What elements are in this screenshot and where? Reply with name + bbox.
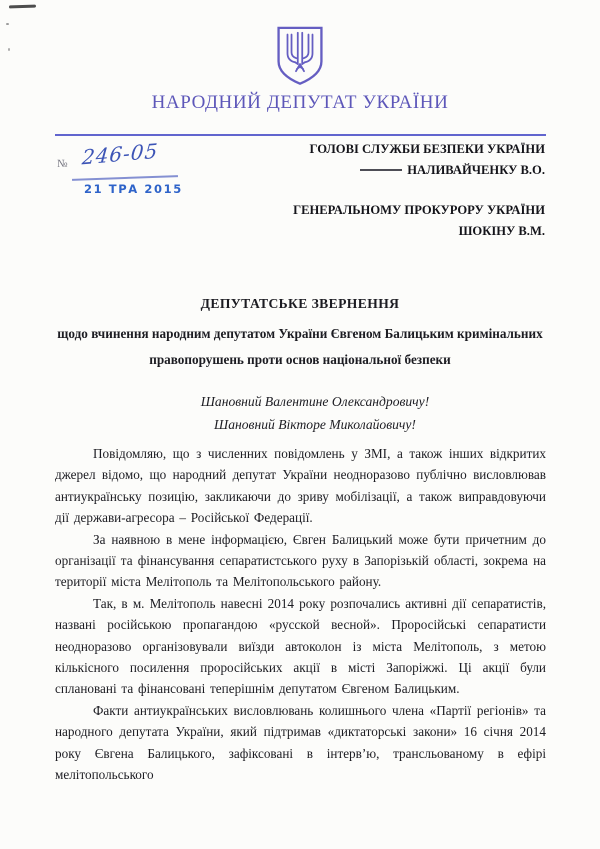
addressee-block-sbu: [310, 139, 545, 181]
scan-speck-artifact: [6, 23, 9, 25]
addressee-name-line: [310, 160, 545, 181]
registration-number-handwritten: 246-05: [81, 138, 160, 170]
addressee-name: ШОКІНУ В.М.: [458, 224, 545, 238]
document-subtitle: щодо вчинення народним депутатом України Євгеном Балицьким кримінальних правопорушень проти основ національної безпеки: [57, 326, 543, 367]
scan-speck-artifact: [8, 48, 10, 51]
salutation-line: Шановний Вікторе Миколайовичу!: [214, 417, 416, 432]
salutation-block: [60, 390, 570, 436]
letterhead-divider-rule: [55, 134, 546, 136]
date-stamp: 21 ТРА 2015: [84, 182, 183, 196]
addressee-name: НАЛИВАЙЧЕНКУ В.О.: [407, 163, 545, 177]
body-paragraph: Факти антиукраїнських висловлювань колишнього члена «Партії регіонів» та народного депутата України, який підтримав «диктаторські закони» 16 січня 2014 року Євгена Балицького, зафіксовані в інтерв’ю, трансльованому в ефірі мелітопольського: [55, 702, 546, 783]
addressee-position: ГОЛОВІ СЛУЖБИ БЕЗПЕКИ УКРАЇНИ: [309, 142, 545, 156]
body-paragraph: Повідомляю, що з численних повідомлень у ЗМІ, а також інших відкритих джерел відомо, що народний депутат України неодноразово публічно висловлював антиукраїнську позицію, закликаючи до зриву мобілізації, а також виправдовуючи дії держави-агресора – Російської Федерації.: [55, 446, 546, 526]
registration-number-symbol: №: [57, 158, 68, 170]
addressee-position: ГЕНЕРАЛЬНОМУ ПРОКУРОРУ УКРАЇНИ: [293, 203, 545, 217]
scan-smudge-artifact: [9, 5, 36, 9]
body-paragraph: Так, в м. Мелітополь навесні 2014 року розпочались активні дії сепаратистів, названі російською пропагандою «русской весной». Проросійські сепаратисти неодноразово організовували виїзди автоколон із міста Мелітополь, з метою кількісного посилення проросійських акції в місті Запоріжжі. Ці акції були сплановані та фінансовані теперішнім депутатом Євгеном Балицьким.: [55, 595, 546, 697]
salutation-line: Шановний Валентине Олександровичу!: [200, 394, 430, 409]
letter-body: [55, 443, 546, 786]
body-paragraph: За наявною в мене інформацією, Євген Балицький може бути причетним до організації та фінансування сепаратистського руху в Запорізькій області, зокрема на території міста Мелітополь та Мелітопольського району.: [55, 531, 546, 590]
document-title: ДЕПУТАТСЬКЕ ЗВЕРНЕННЯ: [200, 296, 400, 311]
registration-number-underline: [72, 175, 178, 181]
letterhead-org-title: НАРОДНИЙ ДЕПУТАТ УКРАЇНИ: [151, 92, 449, 113]
pen-stroke-artifact: [360, 169, 402, 171]
addressee-block-prosecutor: [293, 200, 545, 242]
tryzub-emblem-icon: [275, 25, 325, 92]
